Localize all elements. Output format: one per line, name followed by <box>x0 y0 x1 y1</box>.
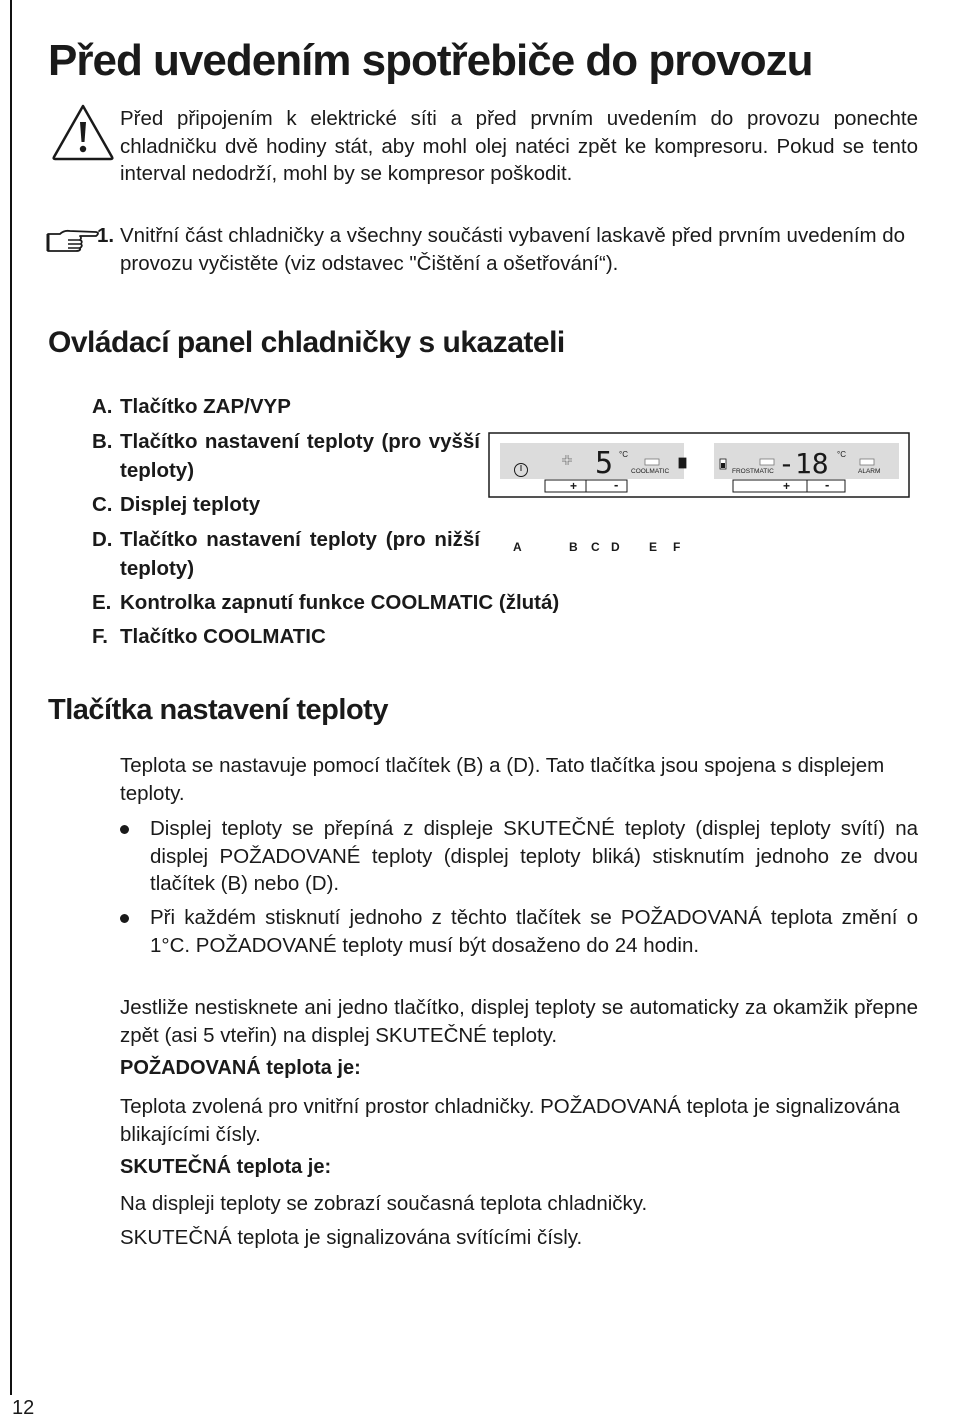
control-panel-diagram <box>488 432 910 562</box>
alarm-label: ALARM <box>858 468 881 475</box>
panel-letter-c: C <box>591 540 600 554</box>
legend-item-b: B. Tlačítko nastavení teploty (pro vyšší teploty) <box>92 430 480 482</box>
desired-temp-text: Teplota zvolená pro vnitřní prostor chladničky. POŽADOVANÁ teplota je signalizována blikajícími čísly. <box>120 1095 900 1146</box>
fridge-unit: °C <box>619 450 628 459</box>
warning-text: Před připojením k elektrické síti a před prvním uvedením do provozu ponechte chladničku dvě hodiny stát, aby mohl olej natéci zpět ke kompresoru. Pokud se tento interval nedodrží, mohl by se kompresor poškodit. <box>120 107 918 185</box>
freezer-minus-button[interactable]: - <box>825 477 830 492</box>
panel-letter-a: A <box>513 540 522 554</box>
step-number: 1. <box>97 224 115 247</box>
panel-letter-d: D <box>611 540 620 554</box>
coolmatic-label: COOLMATIC <box>631 468 670 475</box>
legend-item-a: A. Tlačítko ZAP/VYP <box>92 395 291 418</box>
desired-temp-heading: POŽADOVANÁ teplota je: <box>120 1057 361 1079</box>
fridge-minus-button[interactable]: - <box>614 477 619 492</box>
panel-letter-b: B <box>569 540 578 554</box>
timeout-note: Jestliže nestisknete ani jedno tlačítko, displej teploty se automaticky za okamžik přepne zpět (asi 5 vteřin) na displej SKUTEČNÉ teploty. <box>120 996 918 1047</box>
pointing-hand-icon <box>46 226 102 254</box>
alarm-indicator <box>860 459 874 465</box>
page-title: Před uvedením spotřebiče do provozu <box>48 36 813 85</box>
control-panel-heading: Ovládací panel chladničky s ukazateli <box>48 326 565 359</box>
panel-letter-f: F <box>673 540 681 554</box>
bullet-item-2: Při každém stisknutí jednoho z těchto tlačítek se POŽADOVANÁ teplota změní o 1°C. POŽADOVANÉ teploty musí být dosaženo do 24 hodin. <box>120 904 918 959</box>
step-text: Vnitřní část chladničky a všechny součásti vybavení laskavě před prvním uvedením do provozu vyčistěte (viz odstavec "Čištění a ošetřování“). <box>120 224 906 275</box>
frostmatic-indicator <box>760 459 774 465</box>
actual-temp-heading: SKUTEČNÁ teplota je: <box>120 1156 332 1178</box>
freezer-display-value: -18 <box>778 447 829 480</box>
frostmatic-label: FROSTMATIC <box>732 468 774 475</box>
bullet-dot <box>120 914 129 923</box>
fridge-display-value: 5 <box>595 446 614 481</box>
freezer-plus-button[interactable]: + <box>783 479 791 493</box>
freezer-unit: °C <box>837 450 846 459</box>
bullet-item-1: Displej teploty se přepíná z displeje SKUTEČNÉ teploty (displej teploty svítí) na displej POŽADOVANÉ teploty (displej teploty bliká) stisknutím jednoho ze dvou tlačítek (B) nebo (D). <box>120 815 918 898</box>
actual-temp-text-1: Na displeji teploty se zobrazí současná teplota chladničky. <box>120 1192 648 1215</box>
buttons-heading: Tlačítka nastavení teploty <box>48 694 388 726</box>
panel-letter-e: E <box>649 540 658 554</box>
actual-temp-text-2: SKUTEČNÁ teplota je signalizována svítícími čísly. <box>120 1226 583 1249</box>
coolmatic-lamp <box>679 458 686 468</box>
legend-item-e: E. Kontrolka zapnutí funkce COOLMATIC (žlutá) <box>92 591 560 614</box>
bullet-dot <box>120 825 129 834</box>
buttons-intro: Teplota se nastavuje pomocí tlačítek (B) a (D). Tato tlačítka jsou spojena s displejem teploty. <box>120 754 885 805</box>
legend-item-c: C. Displej teploty <box>92 493 261 516</box>
margin-rule <box>10 0 12 1395</box>
fridge-plus-button[interactable]: + <box>570 479 578 493</box>
warning-triangle-icon <box>50 102 116 162</box>
page-number: 12 <box>12 1397 35 1419</box>
coolmatic-indicator <box>645 459 659 465</box>
legend-item-f: F. Tlačítko COOLMATIC <box>92 625 326 648</box>
legend-item-d: D. Tlačítko nastavení teploty (pro nižší teploty) <box>92 528 480 580</box>
